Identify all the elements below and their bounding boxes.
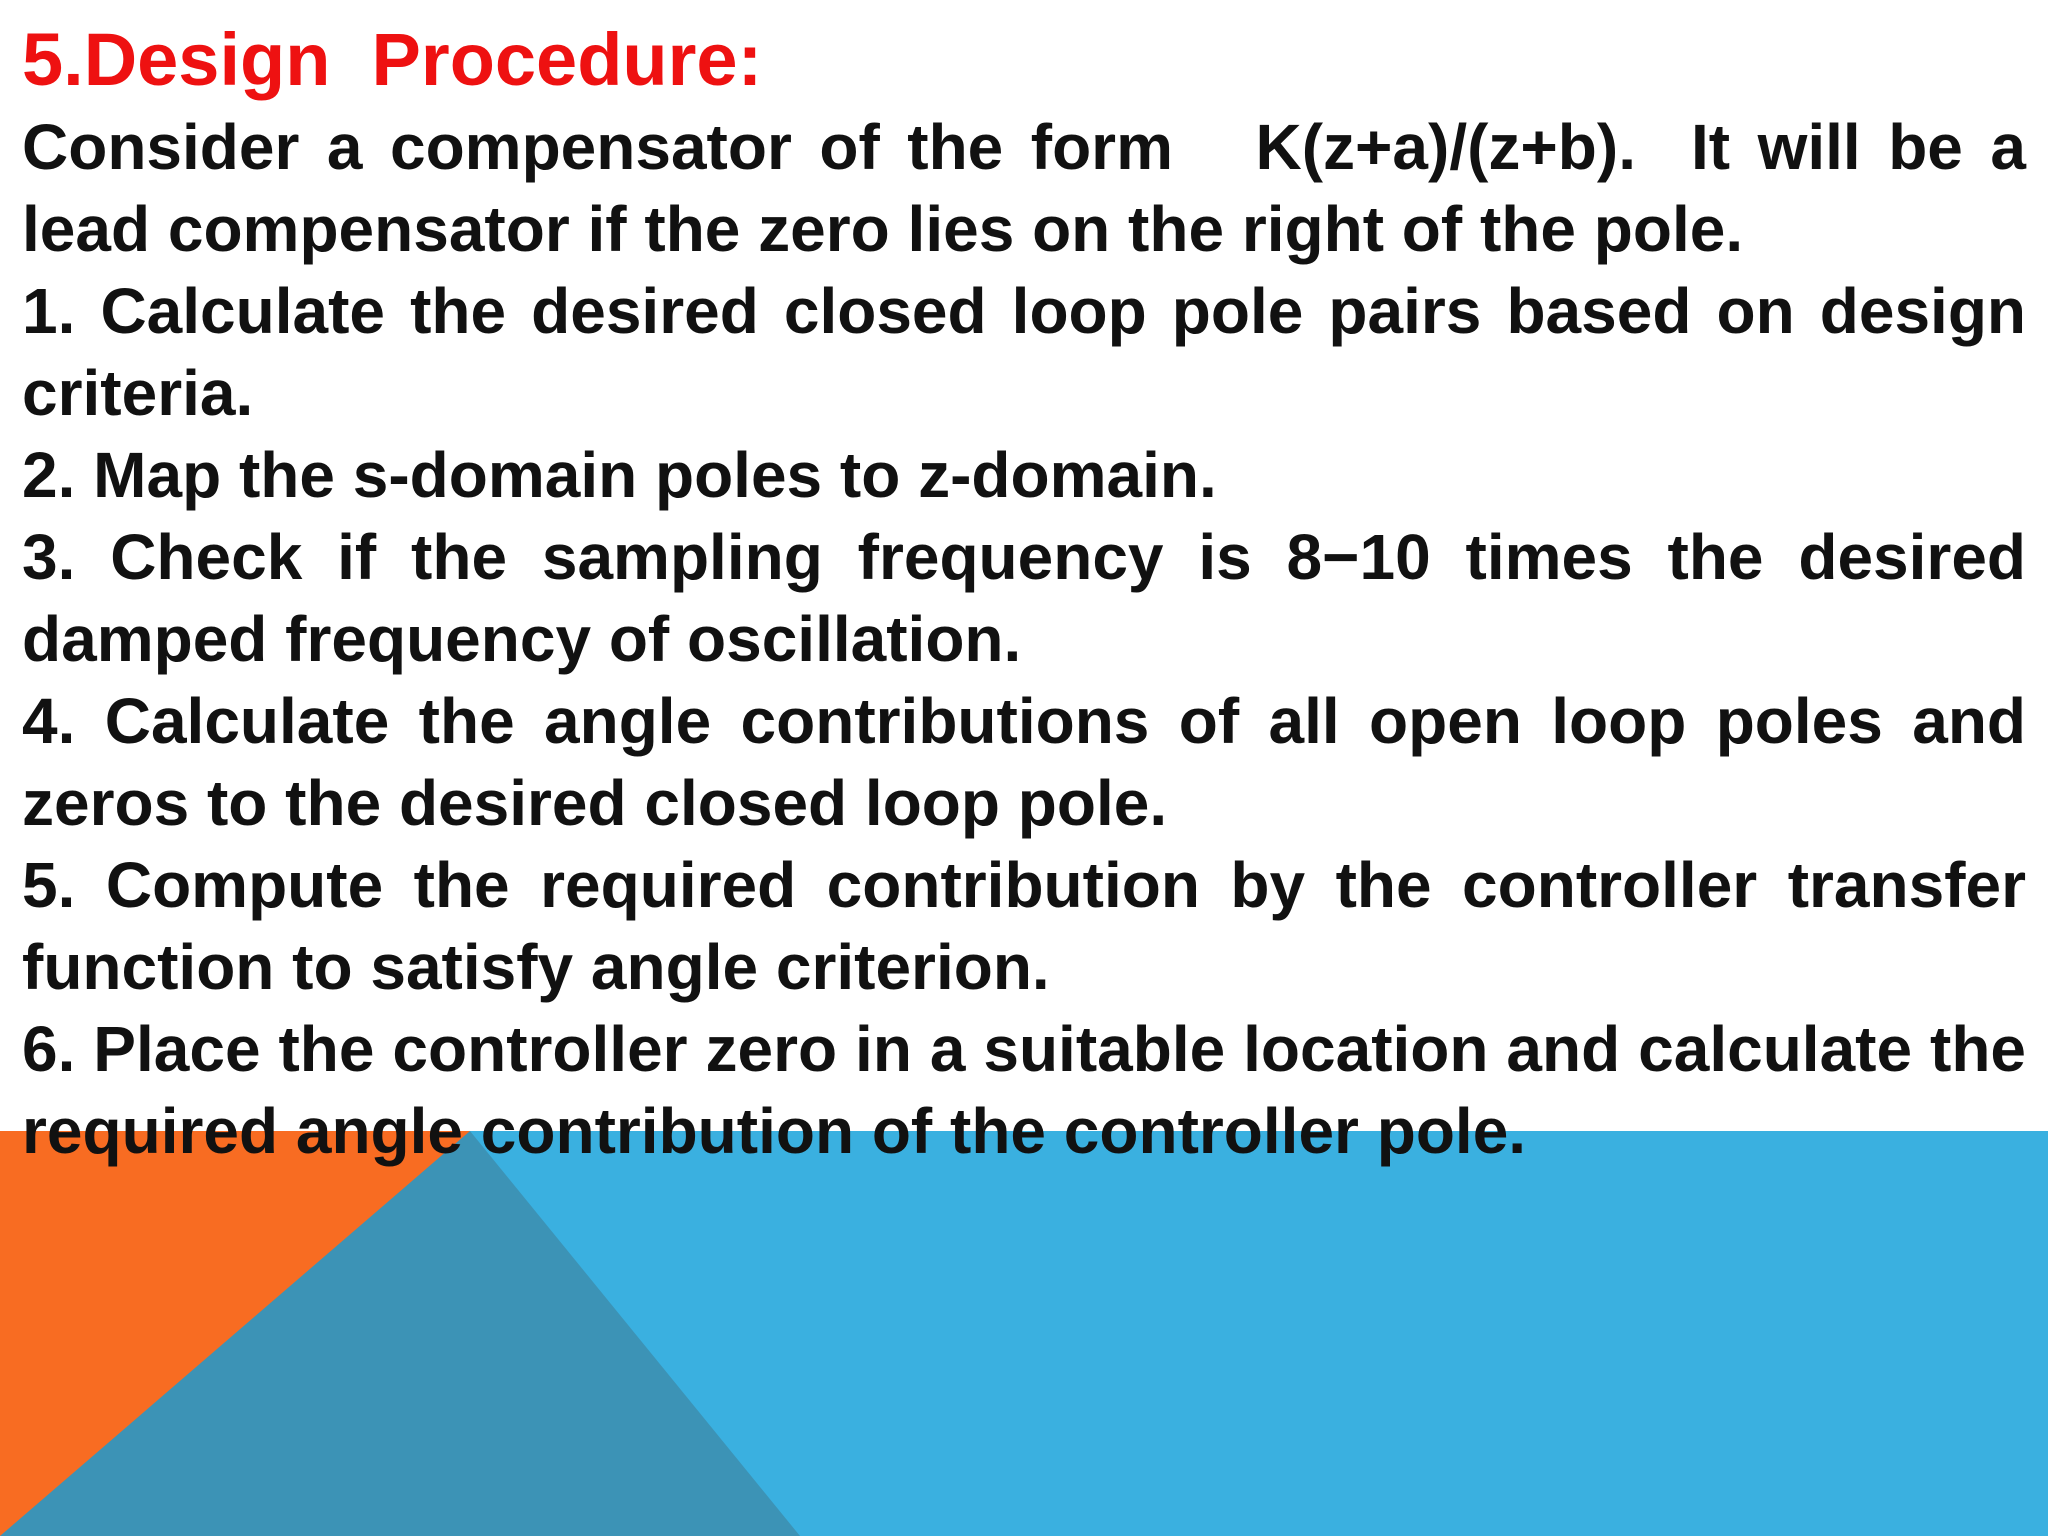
step-2: 2. Map the s-domain poles to z-domain. xyxy=(22,439,1217,511)
step-6: 6. Place the controller zero in a suitable location and calculate the required angle contribution of the controller pole. xyxy=(22,1013,2044,1167)
slide-title: 5.Design Procedure: xyxy=(22,18,763,101)
step-1: 1. Calculate the desired closed loop pole pairs based on design criteria. xyxy=(22,275,2044,429)
step-5: 5. Compute the required contribution by the controller transfer function to satisfy angle criterion. xyxy=(22,849,2044,1003)
step-3: 3. Check if the sampling frequency is 8−10 times the desired damped frequency of oscillation. xyxy=(22,521,2044,675)
slide-content xyxy=(22,14,2044,1172)
intro-paragraph: Consider a compensator of the form K(z+a)/(z+b). It will be a lead compensator if the zero lies on the right of the pole. xyxy=(22,111,2044,265)
step-4: 4. Calculate the angle contributions of all open loop poles and zeros to the desired closed loop pole. xyxy=(22,685,2044,839)
